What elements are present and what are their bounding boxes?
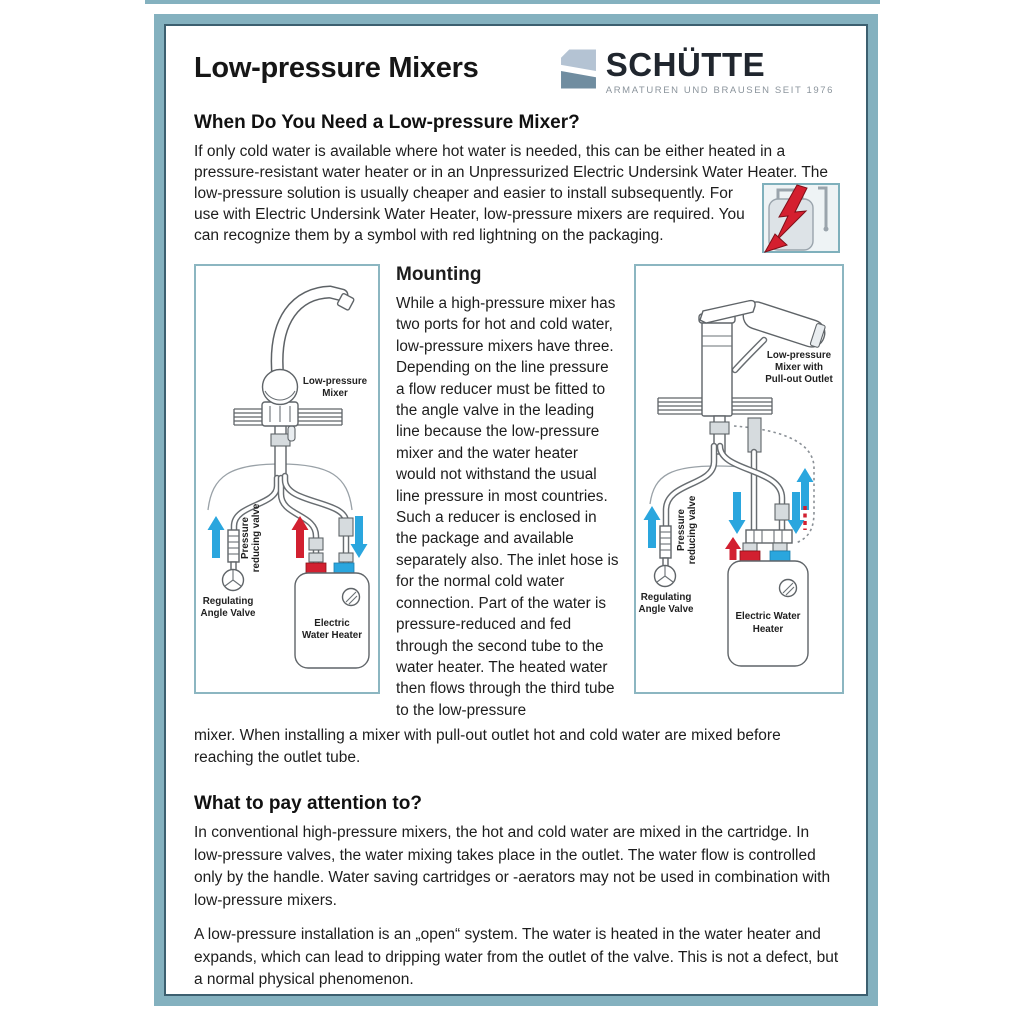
angle-valve-label-line2: Angle Valve [638,604,694,615]
lightning-warning-icon [762,183,840,253]
attention-heading: What to pay attention to? [194,793,422,815]
mounting-column [396,264,620,721]
mixer-label-line1: Low-pressure [766,350,832,361]
angle-valve-label-line1: Regulating [640,592,692,603]
page-title: Low-pressure Mixers [194,52,479,84]
hot-port [306,563,326,573]
tube-connector [775,504,789,520]
heater-label-line2: Heater [752,624,784,635]
mounting-heading: Mounting [396,264,482,285]
attention-paragraph-2: A low-pressure installation is an „open“ system. The water is heated in the water heater and expands, which can lead to dripping water from the outlet of the valve. This is not a defect, but a normal physical phenomenon. [194,926,839,989]
brand-text [606,48,834,96]
mounting-row [194,264,840,721]
schuette-logo-icon [560,48,597,90]
tube-connector [309,538,323,550]
hot-port [740,551,760,561]
electric-water-heater [728,551,808,666]
regulating-angle-valve [655,526,676,587]
mixer-knob [263,370,298,405]
angle-valve-label-line2: Angle Valve [200,608,256,619]
svg-text:Pressure: Pressure [240,517,251,559]
cold-port [770,551,790,561]
mixer-label-line3: Pull-out Outlet [765,374,833,385]
mixer-label-line2: Mixer [322,388,348,399]
svg-text:Pressure: Pressure [676,509,687,551]
t-junction [743,530,792,551]
cold-up-arrow [208,516,225,558]
diagram-low-pressure-mixer [194,264,380,694]
heater-label-line1: Electric Water [735,611,801,622]
mounting-body: While a high-pressure mixer has two ports for hot and cold water, low-pressure mixers have three. Depending on the line pressure a flow reducer must be fitted to the angle valve in the leading line because the low-pressure mixer and the water heater would not withstand the usual line pressure in most countries. Such a reducer is enclosed in the package and available separately also. The inlet hose is for the normal cold water connection. Part of the water is pressure-reduced and fed through the second tube to the water heater. The heated water then flows through the third tube to the low-pressure [396,295,619,719]
hose-guide-connector [748,418,761,452]
leaflet-frame [154,14,878,1006]
heater-label-line1: Electric [314,618,350,629]
svg-text:reducing valve: reducing valve [251,503,262,573]
attention-paragraph-1: In conventional high-pressure mixers, the hot and cold water are mixed in the cartridge. In low-pressure valves, the water mixing takes place in the outlet. The water flow is controlled only by the handle. Water saving cartridges or -aerators may not be used in combination with low-pressure mixers. [194,824,831,909]
faucet-low-pressure-mixer [262,292,354,426]
header [194,48,840,96]
pressure-reducing-valve-label [676,495,698,564]
hot-up-arrow [725,537,741,560]
brand-tagline: ARMATUREN UND BRAUSEN SEIT 1976 [605,85,834,96]
mounting-body-continued: mixer. When installing a mixer with pull-out outlet hot and cold water are mixed before reaching the outlet tube. [194,727,781,767]
svg-text:reducing valve: reducing valve [687,495,698,565]
brand-name: SCHÜTTE [605,46,766,83]
section-when-body: If only cold water is available where hot water is needed, this can be either heated in a pressure-resistant water heater or in an Unpressurized Electric Undersink Water Heater. The low-pressure solution is usually cheaper and easier to install subsequently. For use with Electric Undersink Water Heater, low-pressure mixers are required. You can recognize them by a symbol with red lightning on the packaging. [194,143,829,244]
cold-down-arrow [729,492,746,534]
diagram-pull-out-mixer [634,264,844,694]
mixer-label-line1: Low-pressure [302,376,368,387]
section-when-heading: When Do You Need a Low-pressure Mixer? [194,112,580,133]
section-when-body-wrap [194,141,840,246]
heater-label-line2: Water Heater [301,630,363,641]
side-fitting [288,426,295,441]
cold-port [334,563,354,573]
scan-edge-strip [145,0,880,4]
angle-valve-label-line1: Regulating [202,596,254,607]
port-connector [309,553,323,562]
cold-up-arrow [644,506,661,548]
shank-nut [710,422,729,434]
tube-connector [339,518,353,536]
electric-water-heater [295,563,369,668]
brand-logo [560,48,834,96]
shank-nut [271,434,290,446]
mixer-label-line2: Mixer with [775,362,823,373]
port-connector [339,553,353,562]
